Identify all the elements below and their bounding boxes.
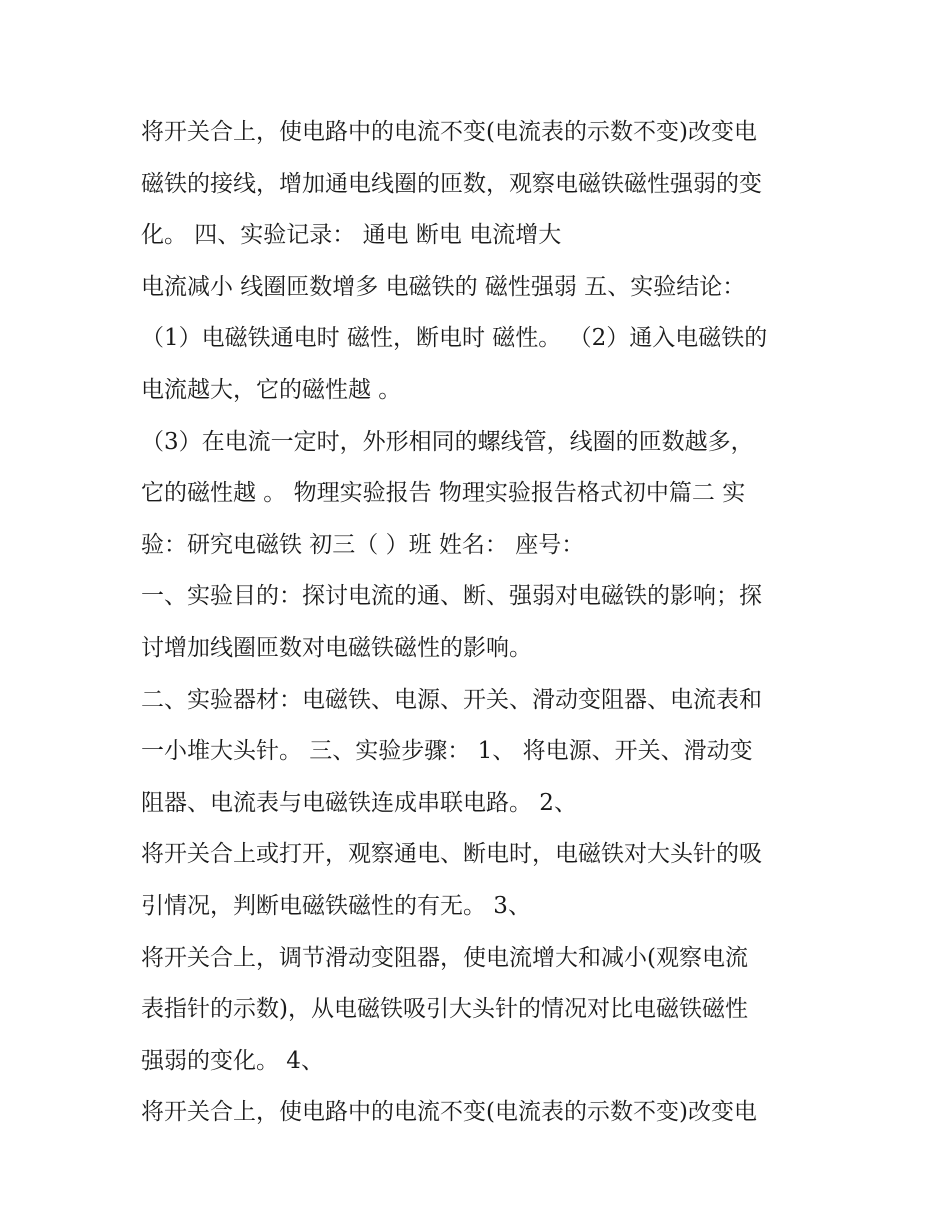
text-line: 将开关合上或打开，观察通电、断电时，电磁铁对大头针的吸 — [141, 841, 762, 868]
text-line: 表指针的示数)，从电磁铁吸引大头针的情况对比电磁铁磁性 — [141, 996, 748, 1023]
text-line: 一小堆大头针。 三、实验步骤： 1、 将电源、开关、滑动变 — [141, 738, 753, 765]
text-line: 阻器、电流表与电磁铁连成串联电路。 2、 — [141, 789, 577, 816]
text-line: 将开关合上，调节滑动变阻器，使电流增大和减小(观察电流 — [141, 944, 748, 971]
text-line: 化。 四、实验记录： 通电 断电 电流增大 — [141, 222, 562, 249]
text-line: 验：研究电磁铁 初三（ ）班 姓名： 座号： — [141, 531, 585, 558]
text-line: 电流减小 线圈匝数增多 电磁铁的 磁性强弱 五、实验结论： — [141, 273, 746, 300]
text-line: 引情况，判断电磁铁磁性的有无。 3、 — [141, 892, 531, 919]
text-line: 磁铁的接线，增加通电线圈的匝数，观察电磁铁磁性强弱的变 — [141, 170, 762, 197]
text-line: 讨增加线圈匝数对电磁铁磁性的影响。 — [141, 634, 532, 661]
text-line: 电流越大，它的磁性越 。 — [141, 376, 402, 403]
text-line: 二、实验器材：电磁铁、电源、开关、滑动变阻器、电流表和 — [141, 686, 762, 713]
text-line: 将开关合上，使电路中的电流不变(电流表的示数不变)改变电 — [141, 1099, 757, 1126]
text-line: 将开关合上，使电路中的电流不变(电流表的示数不变)改变电 — [141, 119, 757, 145]
text-line: 一、实验目的：探讨电流的通、断、强弱对电磁铁的影响；探 — [141, 583, 762, 610]
text-line: 它的磁性越 。 物理实验报告 物理实验报告格式初中篇二 实 — [141, 480, 746, 507]
text-line: （3）在电流一定时，外形相同的螺线管，线圈的匝数越多， — [141, 428, 754, 455]
document-body — [141, 107, 831, 1139]
text-line: 强弱的变化。 4、 — [141, 1047, 324, 1074]
text-line: （1）电磁铁通电时 磁性，断电时 磁性。 （2）通入电磁铁的 — [141, 325, 768, 352]
